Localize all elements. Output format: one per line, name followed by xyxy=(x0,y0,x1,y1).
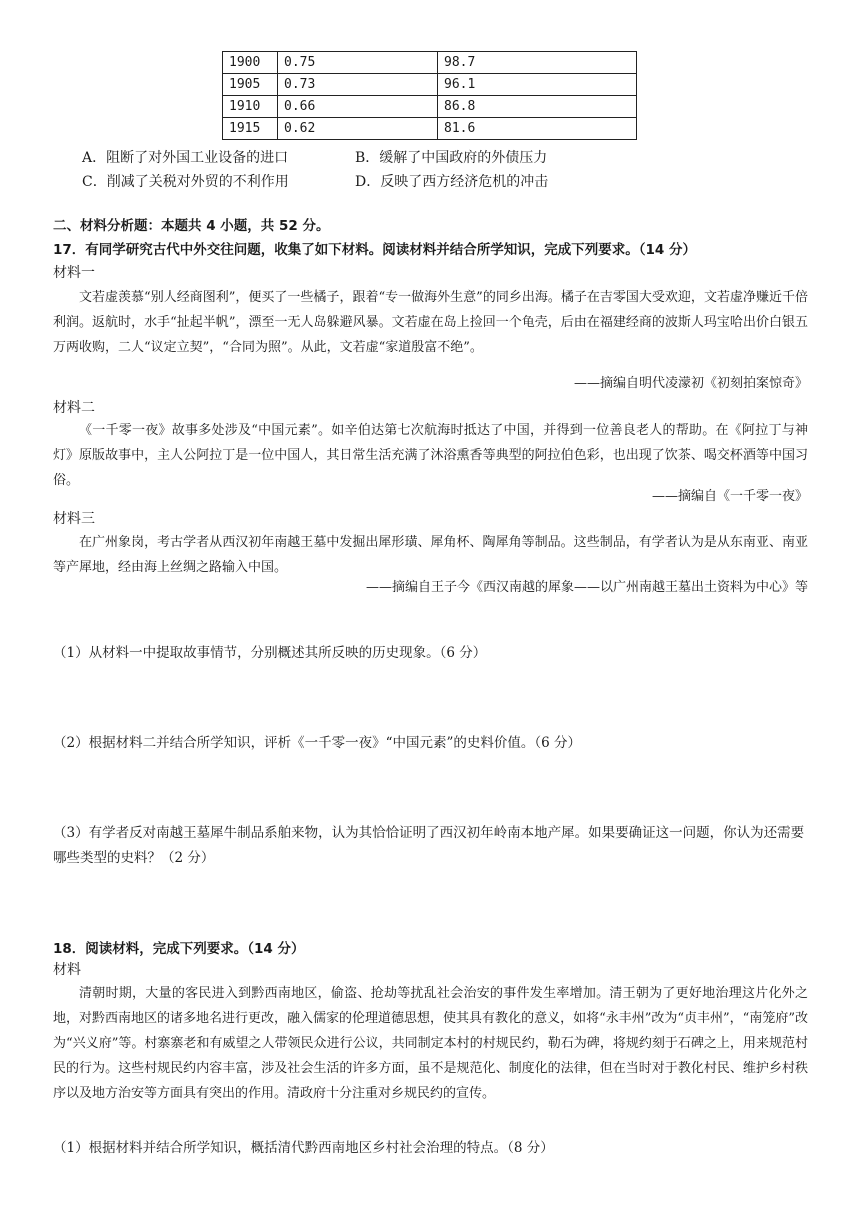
table-cell: 1900 xyxy=(223,52,278,74)
table-row xyxy=(223,96,637,118)
table-cell: 96.1 xyxy=(438,74,637,96)
material-2-source: ——摘编自《一千零一夜》 xyxy=(651,489,808,504)
table-cell: 1910 xyxy=(223,96,278,118)
table-cell: 86.8 xyxy=(438,96,637,118)
table-cell: 0.62 xyxy=(278,118,438,140)
table-row xyxy=(223,118,637,140)
question-18-sub-1: （1）根据材料并结合所学知识，概括清代黔西南地区乡村社会治理的特点。（8 分） xyxy=(53,1140,554,1156)
option-c: C．削减了关税对外贸的不利作用 xyxy=(82,174,289,190)
material-2-text: 《一千零一夜》故事多处涉及“中国元素”。如辛伯达第七次航海时抵达了中国，并得到一位善良老人的帮助。在《阿拉丁与神灯》原版故事中，主人公阿拉丁是一位中国人，其日常生活充满了沐浴熏香等典型的阿拉伯色彩，也出现了饮茶、喝交杯酒等中国习俗。 xyxy=(53,423,808,488)
table-cell: 0.75 xyxy=(278,52,438,74)
option-b: B．缓解了中国政府的外债压力 xyxy=(355,150,548,166)
table-cell: 1905 xyxy=(223,74,278,96)
question-17-title: 17．有同学研究古代中外交往问题，收集了如下材料。阅读材料并结合所学知识，完成下列要求。（14 分） xyxy=(53,242,697,258)
section-two-title: 二、材料分析题：本题共 4 小题，共 52 分。 xyxy=(53,218,330,234)
question-17-sub-1: （1）从材料一中提取故事情节，分别概述其所反映的历史现象。（6 分） xyxy=(53,645,487,661)
material-3-text: 在广州象岗，考古学者从西汉初年南越王墓中发掘出犀形璜、犀角杯、陶犀角等制品。这些制品，有学者认为是从东南亚、南亚等产犀地，经由海上丝绸之路输入中国。 xyxy=(53,535,808,575)
table-cell: 98.7 xyxy=(438,52,637,74)
data-table xyxy=(222,51,637,140)
material-text: 清朝时期，大量的客民进入到黔西南地区，偷盗、抢劫等扰乱社会治安的事件发生率增加。清王朝为了更好地治理这片化外之地，对黔西南地区的诸多地名进行更改，融入儒家的伦理道德思想，使其具有教化的意义，如将“永丰州”改为“贞丰州”，“南笼府”改为“兴义府”等。村寨寨老和有威望之人带领民众进行公议，共同制定本村的村规民约，勒石为碑，将规约刻于石碑之上，用来规范村民的行为。这些村规民约内容丰富，涉及社会生活的许多方面，虽不是规范化、制度化的法律，但在当时对于教化村民、维护乡村秩序以及地方治安等方面具有突出的作用。清政府十分注重对乡规民约的宣传。 xyxy=(53,986,808,1101)
question-17-sub-2: （2）根据材料二并结合所学知识，评析《一千零一夜》“中国元素”的史料价值。（6 分） xyxy=(53,735,582,751)
table-cell: 0.73 xyxy=(278,74,438,96)
table-cell: 81.6 xyxy=(438,118,637,140)
table-cell: 1915 xyxy=(223,118,278,140)
material-3-source: ——摘编自王子今《西汉南越的犀象——以广州南越王墓出土资料为中心》等 xyxy=(365,580,808,595)
table-row xyxy=(223,52,637,74)
material-1-text: 文若虚羡慕“别人经商图利”，便买了一些橘子，跟着“专一做海外生意”的同乡出海。橘子在吉零国大受欢迎，文若虚净赚近千倍利润。返航时，水手“扯起半帆”，漂至一无人岛躲避风暴。文若虚在岛上捡回一个龟壳，后由在福建经商的波斯人玛宝哈出价白银五万两收购，二人“议定立契”，“合同为照”。从此，文若虚“家道殷富不绝”。 xyxy=(53,290,808,355)
table-row xyxy=(223,74,637,96)
option-d: D．反映了西方经济危机的冲击 xyxy=(355,174,549,190)
table-cell: 0.66 xyxy=(278,96,438,118)
material-2-label: 材料二 xyxy=(53,400,95,416)
question-17-sub-3: （3）有学者反对南越王墓犀牛制品系舶来物，认为其恰恰证明了西汉初年岭南本地产犀。如果要确证这一问题，你认为还需要哪些类型的史料？（2 分） xyxy=(53,825,805,866)
material-1-source: ——摘编自明代凌濛初《初刻拍案惊奇》 xyxy=(573,376,808,391)
option-a: A．阻断了对外国工业设备的进口 xyxy=(82,150,289,166)
material-label: 材料 xyxy=(53,962,81,978)
question-18-title: 18．阅读材料，完成下列要求。（14 分） xyxy=(53,941,305,957)
material-3-label: 材料三 xyxy=(53,511,95,527)
material-1-label: 材料一 xyxy=(53,265,95,281)
data-table-body xyxy=(223,52,637,140)
